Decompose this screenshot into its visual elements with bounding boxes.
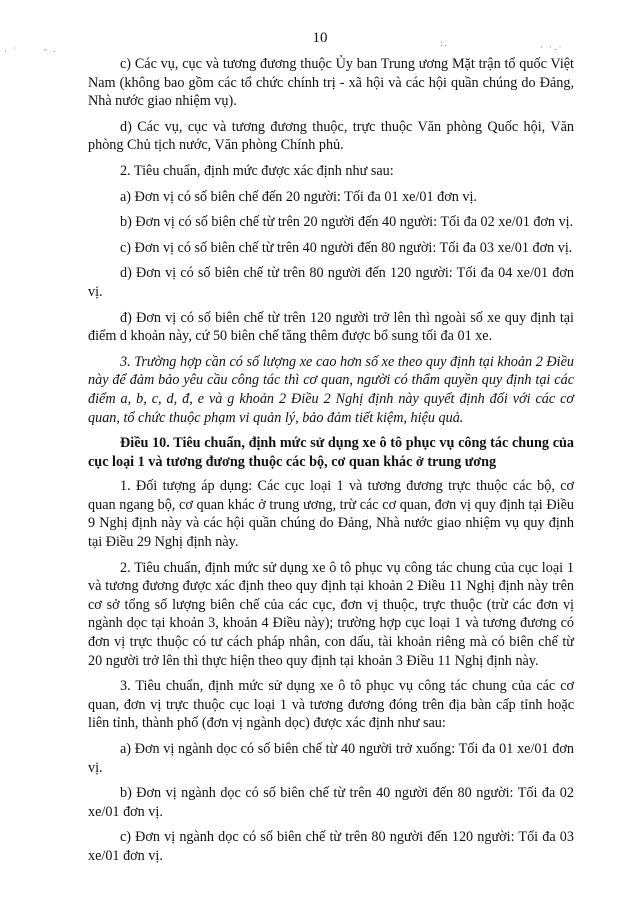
scan-artifact: - .	[44, 44, 58, 54]
paragraph: b) Đơn vị có số biên chế từ trên 20 người đến 40 người: Tối đa 02 xe/01 đơn vị.	[120, 214, 574, 231]
paragraph: 3. Tiêu chuẩn, định mức sử dụng xe ô tô phục vụ công tác chung của các cơ quan, đơn vị trực thuộc cục loại 1 và tương đương đóng trên địa bàn cấp tỉnh hoặc liên tỉnh, thành phố (đơn vị ngành dọc) được xác định như sau:	[88, 678, 574, 732]
paragraph: d) Đơn vị có số biên chế từ trên 80 người đến 120 người: Tối đa 04 xe/01 đơn vị.	[88, 265, 574, 300]
paragraph: a) Đơn vị ngành dọc có số biên chế từ 40 người trở xuống: Tối đa 01 xe/01 đơn vị.	[88, 741, 574, 776]
paragraph: 1. Đối tượng áp dụng: Các cục loại 1 và tương đương trực thuộc các bộ, cơ quan ngang bộ, cơ quan khác ở trung ương, trừ các cơ quan, đơn vị quy định tại Điều 9 Nghị định này và các hội quần chúng do Đảng, Nhà nước giao nhiệm vụ quy định tại Điều 29 Nghị định này.	[88, 478, 574, 551]
paragraph: 2. Tiêu chuẩn, định mức sử dụng xe ô tô phục vụ công tác chung của cục loại 1 và tương đương được xác định theo quy định tại khoản 2 Điều 11 Nghị định này trên cơ sở tổng số lượng biên chế của các cục, đơn vị thuộc, trực thuộc (trừ các đơn vị ngành dọc tại khoản 3, khoản 4 Điều này); trường hợp cục loại 1 và tương đương có đơn vị trực thuộc có tư cách pháp nhân, con dấu, tài khoản riêng mà có biên chế từ 20 người trở lên thì thực hiện theo quy định tại khoản 3 Điều 11 Nghị định này.	[88, 559, 574, 669]
paragraph: đ) Đơn vị có số biên chế từ trên 120 người trở lên thì ngoài số xe quy định tại điểm d khoản này, cứ 50 biên chế tăng thêm được bổ sung tối đa 01 xe.	[88, 309, 574, 345]
article-heading: Điều 10. Tiêu chuẩn, định mức sử dụng xe ô tô phục vụ công tác chung của cục loại 1 và tương đương thuộc các bộ, cơ quan khác ở trung ương	[88, 435, 574, 470]
paragraph: 2. Tiêu chuẩn, định mức được xác định như sau:	[120, 162, 394, 179]
paragraph: a) Đơn vị có số biên chế đến 20 người: Tối đa 01 xe/01 đơn vị.	[120, 188, 477, 205]
scan-artifact: · ˙	[4, 46, 19, 56]
paragraph: c) Đơn vị ngành dọc có số biên chế từ trên 80 người đến 120 người: Tối đa 03 xe/01 đơn vị.	[88, 829, 574, 864]
paragraph: 3. Trường hợp cần có số lượng xe cao hơn số xe theo quy định tại khoản 2 Điều này để đảm bảo yêu cầu công tác thì cơ quan, người có thẩm quyền quy định tại các điểm a, b, c, d, đ, e và g khoản 2 Điều 2 Nghị định này quyết định đối với các cơ quan, tổ chức thuộc phạm vi quản lý, bảo đảm tiết kiệm, hiệu quả.	[88, 353, 574, 426]
paragraph: b) Đơn vị ngành dọc có số biên chế từ trên 40 người đến 80 người: Tối đa 02 xe/01 đơn vị.	[88, 785, 574, 820]
scan-artifact: :.	[440, 38, 449, 48]
paragraph: d) Các vụ, cục và tương đương thuộc, trực thuộc Văn phòng Quốc hội, Văn phòng Chủ tịch nước, Văn phòng Chính phủ.	[88, 118, 574, 154]
document-body	[88, 55, 574, 873]
page-number: 10	[312, 30, 328, 46]
scan-artifact: · ·.·	[540, 42, 564, 52]
paragraph: c) Đơn vị có số biên chế từ trên 40 người đến 80 người: Tối đa 03 xe/01 đơn vị.	[120, 239, 573, 256]
paragraph: c) Các vụ, cục và tương đương thuộc Ủy ban Trung ương Mặt trận tổ quốc Việt Nam (không bao gồm các tổ chức chính trị - xã hội và các hội quần chúng do Đảng, Nhà nước giao nhiệm vụ).	[88, 56, 574, 110]
